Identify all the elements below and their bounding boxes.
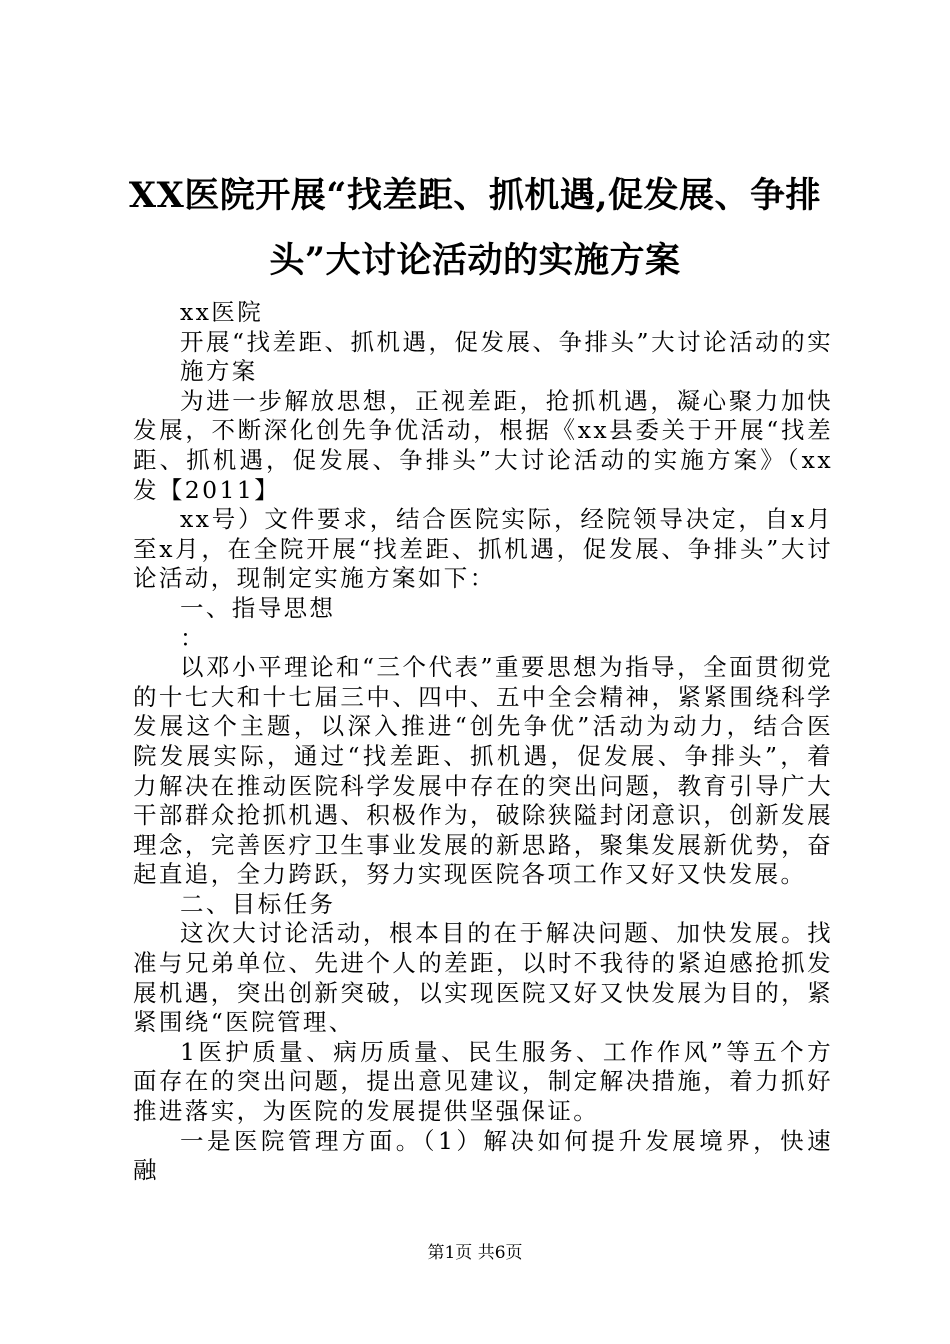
subtitle-line: 开展“找差距、抓机遇，促发展、争排头”大讨论活动的实施方案 [180,327,833,386]
document-title: XX医院开展“找差距、抓机遇,促发展、争排头”大讨论活动的实施方案 [128,175,822,281]
stray-colon-line: ： [180,623,206,652]
document-body [133,298,833,1186]
hospital-management-paragraph: 一是医院管理方面。（1）解决如何提升发展境界，快速融 [133,1126,833,1185]
goals-paragraph: 这次大讨论活动，根本目的在于解决问题、加快发展。找准与兄弟单位、先进个人的差距，以时不我待的紧迫感抢抓发展机遇，突出创新突破，以实现医院又好又快发展为目的，紧紧围绕“医院管理、 [133,919,833,1037]
org-name-line: xx医院 [180,298,264,326]
goals-continuation-paragraph: 1医护质量、病历质量、民生服务、工作作风”等五个方面存在的突出问题，提出意见建议，制定解决措施，着力抓好推进落实，为医院的发展提供坚强保证。 [133,1037,833,1126]
section-heading-guiding-ideology: 一、指导思想 [180,593,336,622]
page-footer: 第1页 共6页 [427,1243,523,1263]
intro-continuation-paragraph: xx号）文件要求，结合医院实际，经院领导决定，自x月至x月，在全院开展“找差距、抓机遇，促发展、争排头”大讨论活动，现制定实施方案如下： [133,505,833,593]
guiding-ideology-paragraph: 以邓小平理论和“三个代表”重要思想为指导，全面贯彻党的十七大和十七届三中、四中、五中全会精神，紧紧围绕科学发展这个主题，以深入推进“创先争优”活动为动力，结合医院发展实际，通过“找差距、抓机遇，促发展、争排头”，着力解决在推动医院科学发展中存在的突出问题，教育引导广大干部群众抢抓机遇、积极作为，破除狭隘封闭意识，创新发展理念，完善医疗卫生事业发展的新思路，聚集发展新优势，奋起直追，全力跨跃，努力实现医院各项工作又好又快发展。 [133,653,833,889]
section-heading-goals: 二、目标任务 [180,889,336,918]
intro-paragraph: 为进一步解放思想，正视差距，抢抓机遇，凝心聚力加快发展，不断深化创先争优活动，根据《xx县委关于开展“找差距、抓机遇，促发展、争排头”大讨论活动的实施方案》（xx发【2011】 [133,386,833,504]
